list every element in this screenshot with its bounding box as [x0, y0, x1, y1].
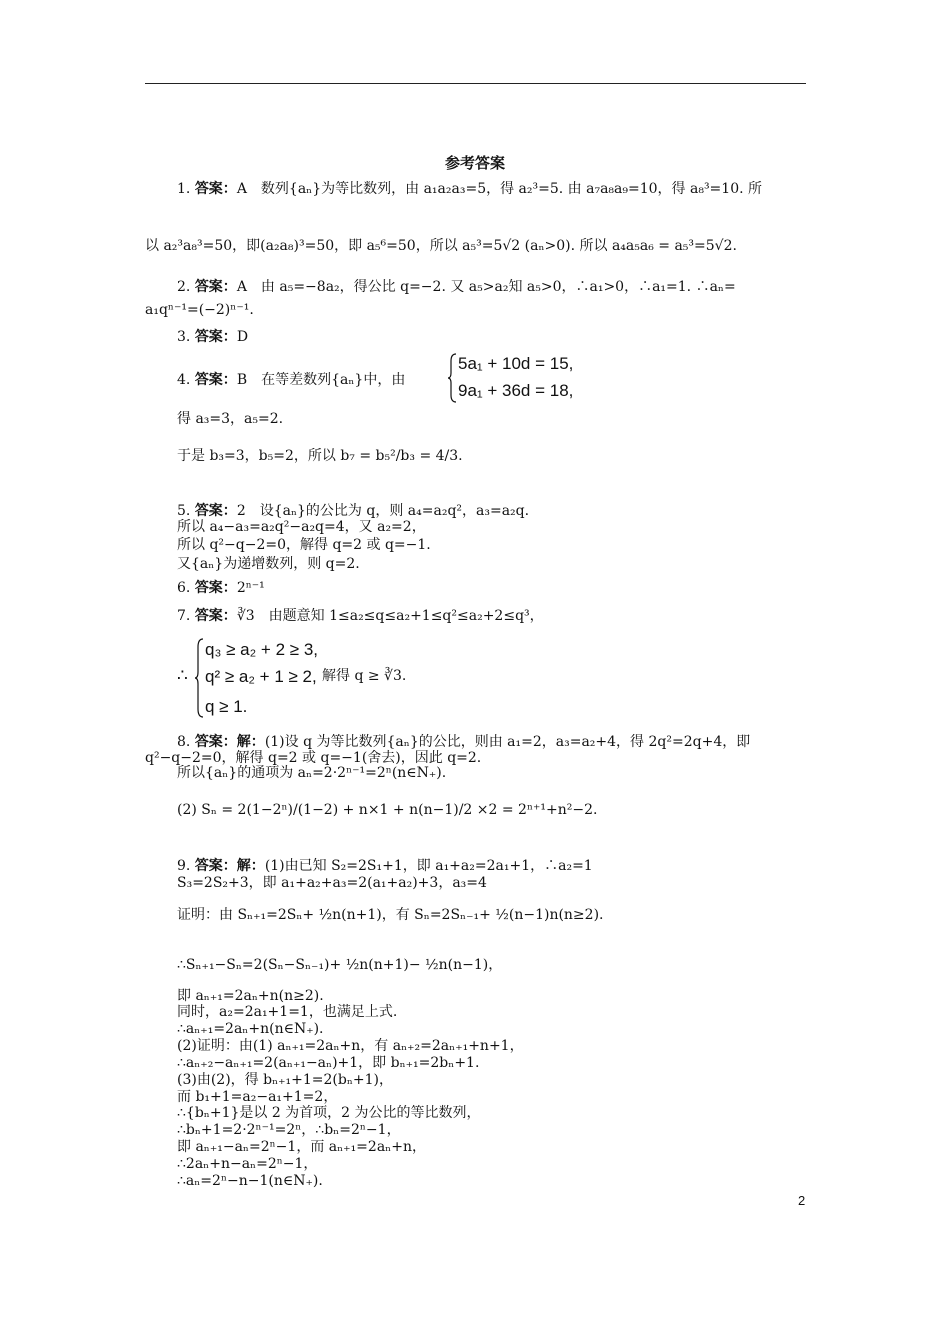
answer-line: q²−q−2=0，解得 q=2 或 q=−1(舍去)，因此 q=2. — [145, 750, 482, 766]
answer-line: 所以{aₙ}的通项为 aₙ=2·2ⁿ⁻¹=2ⁿ(n∈N₊). — [177, 765, 447, 781]
answer-line: 所以 q²−q−2=0，解得 q=2 或 q=−1. — [177, 537, 431, 553]
system-q4-eq1: 5a₁ + 10d = 15, — [458, 354, 574, 373]
system-q7-eq1: q₃ ≥ a₂ + 2 ≥ 3, — [205, 640, 318, 659]
answer-line: ∴{bₙ+1}是以 2 为首项，2 为公比的等比数列， — [177, 1105, 481, 1121]
answer-line: 9. 答案：解：(1)由已知 S₂=2S₁+1，即 a₁+a₂=2a₁+1，∴a₂=1 — [177, 858, 593, 874]
header-rule — [145, 83, 806, 84]
answer-line: ∴aₙ=2ⁿ−n−1(n∈N₊). — [177, 1173, 323, 1189]
answer-line: (2)证明：由(1) aₙ₊₁=2aₙ+n，有 aₙ₊₂=2aₙ₊₁+n+1， — [177, 1038, 524, 1054]
system-brace-q4 — [448, 353, 458, 403]
answer-line: 以 a₂³a₈³=50，即(a₂a₈)³=50，即 a₅⁶=50，所以 a₅³=5√2 (aₙ>0). 所以 a₄a₅a₆ = a₅³=5√2. — [145, 238, 737, 254]
answer-line: 8. 答案：解：(1)设 q 为等比数列{aₙ}的公比，则由 a₁=2，a₃=a₂+4，得 2q²=2q+4，即 — [177, 734, 751, 750]
answer-line: 于是 b₃=3，b₅=2，所以 b₇ = b₅²/b₃ = 4/3. — [177, 448, 463, 464]
system-q7-eq3: q ≥ 1. — [205, 697, 248, 716]
system-q7-eq2: q² ≥ a₂ + 1 ≥ 2, — [205, 667, 317, 686]
answer-line: 1. 答案：A 数列{aₙ}为等比数列，由 a₁a₂a₃=5，得 a₂³=5. 由 a₇a₈a₉=10，得 a₈³=10. 所 — [177, 181, 763, 197]
answer-line: (2) Sₙ = 2(1−2ⁿ)/(1−2) + n×1 + n(n−1)/2 ×2 = 2ⁿ⁺¹+n²−2. — [177, 802, 598, 818]
answer-line: 而 b₁+1=a₂−a₁+1=2， — [177, 1089, 338, 1105]
answer-line: 即 aₙ₊₁−aₙ=2ⁿ−1，而 aₙ₊₁=2aₙ+n， — [177, 1139, 426, 1155]
answer-line: 同时，a₂=2a₁+1=1，也满足上式. — [177, 1004, 398, 1020]
answer-line: a₁qⁿ⁻¹=(−2)ⁿ⁻¹. — [145, 302, 254, 318]
answer-line: ∴Sₙ₊₁−Sₙ=2(Sₙ−Sₙ₋₁)+ ½n(n+1)− ½n(n−1)， — [177, 957, 503, 973]
answer-line: 证明：由 Sₙ₊₁=2Sₙ+ ½n(n+1)，有 Sₙ=2Sₙ₋₁+ ½(n−1)n(n≥2). — [177, 907, 604, 923]
answer-line: 2. 答案：A 由 a₅=−8a₂，得公比 q=−2. 又 a₅>a₂知 a₅>0，∴a₁>0，∴a₁=1. ∴aₙ= — [177, 279, 736, 295]
page-number: 2 — [798, 1193, 806, 1208]
answer-line: 6. 答案：2ⁿ⁻¹ — [177, 580, 265, 596]
answer-line: 5. 答案：2 设{aₙ}的公比为 q，则 a₄=a₂q²，a₃=a₂q. — [177, 503, 530, 519]
system-q7-result: 解得 q ≥ ∛3. — [322, 668, 407, 684]
answer-line: 得 a₃=3，a₅=2. — [177, 411, 284, 427]
answer-line: ∴2aₙ+n−aₙ=2ⁿ−1， — [177, 1156, 318, 1172]
answer-line: 即 aₙ₊₁=2aₙ+n(n≥2). — [177, 988, 324, 1004]
system-brace-q7 — [195, 638, 205, 718]
answer-line: ∴aₙ₊₂−aₙ₊₁=2(aₙ₊₁−aₙ)+1，即 bₙ₊₁=2bₙ+1. — [177, 1055, 480, 1071]
answer-line: (3)由(2)，得 bₙ₊₁+1=2(bₙ+1)， — [177, 1072, 393, 1088]
answer-line: 7. 答案：∛3 由题意知 1≤a₂≤q≤a₂+1≤q²≤a₂+2≤q³， — [177, 608, 544, 624]
answer-line: 4. 答案：B 在等差数列{aₙ}中，由 — [177, 372, 406, 388]
answer-line: ∴bₙ+1=2·2ⁿ⁻¹=2ⁿ，∴bₙ=2ⁿ−1， — [177, 1122, 401, 1138]
system-q4-eq2: 9a₁ + 36d = 18, — [458, 381, 574, 400]
answer-line: 3. 答案：D — [177, 329, 249, 345]
answer-line: 又{aₙ}为递增数列，则 q=2. — [177, 556, 360, 572]
answer-line: S₃=2S₂+3，即 a₁+a₂+a₃=2(a₁+a₂)+3，a₃=4 — [177, 875, 487, 891]
answer-line: 所以 a₄−a₃=a₂q²−a₂q=4，又 a₂=2， — [177, 519, 426, 535]
answer-line: ∴aₙ₊₁=2aₙ+n(n∈N₊). — [177, 1021, 324, 1037]
page-title: 参考答案 — [444, 154, 505, 172]
therefore-symbol: ∴ — [177, 666, 188, 685]
